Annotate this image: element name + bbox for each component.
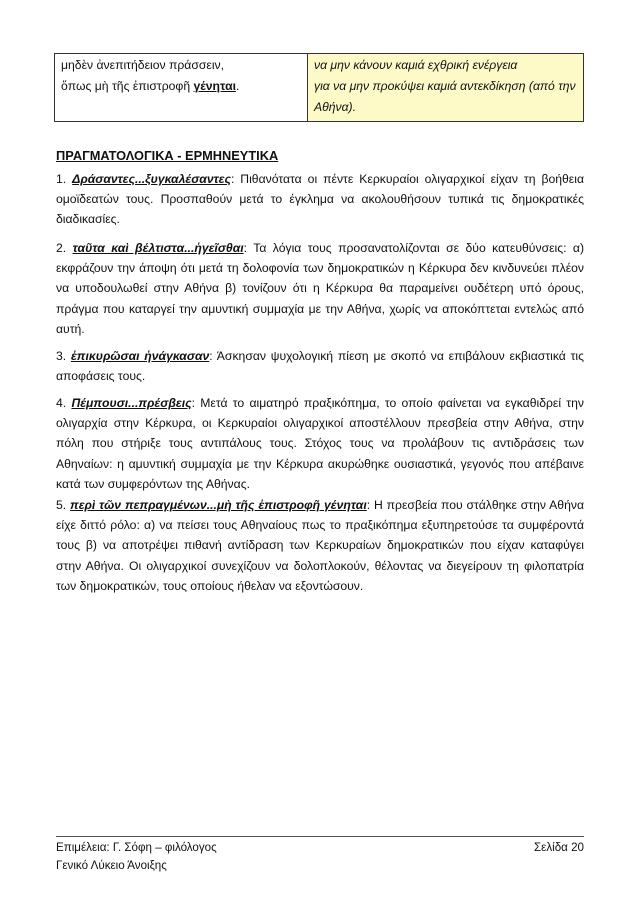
ancient-line-1: μηδὲν ἀνεπιτήδειον πράσσειν, <box>61 58 225 72</box>
note-5 <box>56 495 584 596</box>
note-term: Δράσαντες...ξυγκαλέσαντες <box>72 172 231 186</box>
note-text: : Άσκησαν ψυχολογική πίεση με σκοπό να επιβάλουν εκβιαστικά τις αποφάσεις τους. <box>56 349 585 384</box>
footer-row <box>56 839 584 857</box>
footer-school: Γενικό Λύκειο Άνοιξης <box>56 858 167 872</box>
translation-table <box>54 53 584 122</box>
note-3 <box>56 346 584 386</box>
note-number: 4. <box>56 396 67 410</box>
note-2 <box>56 238 584 339</box>
note-term: περὶ τῶν πεπραγμένων...μὴ τῆς ἐπιστροφῆ γένηται <box>70 498 367 512</box>
ancient-line-2: ὅπως μὴ τῆς ἐπιστροφῆ γένηται. <box>61 79 240 93</box>
note-term: Πέμπουσι...πρέσβεις <box>71 396 192 410</box>
note-4 <box>56 393 584 494</box>
footer-author: Επιμέλεια: Γ. Σόφη – φιλόλογος <box>56 841 217 854</box>
ancient-bold-word: γένηται <box>193 79 236 93</box>
note-number: 5. <box>56 498 67 512</box>
note-1 <box>56 169 584 230</box>
translation-line-2: για να μην προκύψει καμιά αντεκδίκηση (από την Αθήνα). <box>314 79 576 114</box>
note-number: 2. <box>56 241 67 255</box>
translation-line-1: να μην κάνουν καμιά εχθρική ενέργεια <box>314 58 518 72</box>
note-text: : Η πρεσβεία που στάλθηκε στην Αθήνα είχε διττό ρόλο: α) να πείσει τους Αθηναίους πως το πραξικόπημα εξυπηρετούσε τα συμφέροντά τους β) να αποτρέψει πιθανή αντίδραση των Κερκυραίων δημοκρατικών που είχαν καταφύγει στην Αθήνα. Οι ολιγαρχικοί συνεχίζουν να δολοπλοκούν, θέλοντας να διεγείρουν τη φιλοπατρία των δημοκρατικών, τους οποίους ήθελαν να εξοντώσουν. <box>56 498 584 593</box>
modern-translation-cell <box>308 54 584 122</box>
page-footer <box>56 839 584 874</box>
note-number: 3. <box>56 349 67 363</box>
note-text: : Τα λόγια τους προσανατολίζονται σε δύο κατευθύνσεις: α) εκφράζουν την άποψη ότι μετά τη δολοφονία των δημοκρατικών η Κέρκυρα δεν κινδυνεύει πλέον να υποδουλωθεί στην Αθήνα β) τονίζουν ότι η Κέρκυρα θα παραμείνει ουδέτερη υπό όρους, πράγμα που καταργεί την αμυντική συμμαχία με την Αθήνα, χωρίς να αποκόπτεται εντελώς από αυτή. <box>56 241 585 336</box>
note-text: : Μετά το αιματηρό πραξικόπημα, το οποίο φαίνεται να εγκαθιδρεί την ολιγαρχία στην Κέρκυρα, οι Κερκυραίοι ολιγαρχικοί αποστέλλουν πρεσβεία στην Αθήνα, στην πόλη που στήριξε τους αντιπάλους τους. Στόχος τους να προλάβουν τις αντιδράσεις των Αθηναίων: η αμυντική συμμαχία με την Κέρκυρα ακυρώθηκε ουσιαστικά, γεγονός που απέβαινε κατά των συμφερόντων της Αθήνας. <box>56 396 584 491</box>
footer-divider <box>56 836 584 837</box>
footer-page-number: Σελίδα 20 <box>534 841 584 854</box>
note-number: 1. <box>56 172 67 186</box>
table-row <box>55 54 584 122</box>
note-term: ταῦτα καὶ βέλτιστα...ἡγεῖσθαι <box>72 241 244 255</box>
note-text: : Πιθανότατα οι πέντε Κερκυραίοι ολιγαρχικοί είχαν τη βοήθεια ομοϊδεατών τους. Προσπαθούν μετά το έγκλημα να ακολουθήσουν τυπικά τις δημοκρατικές διαδικασίες. <box>56 172 584 227</box>
section-heading: ΠΡΑΓΜΑΤΟΛΟΓΙΚΑ - ΕΡΜΗΝΕΥΤΙΚΑ <box>56 148 279 163</box>
note-term: ἐπικυρῶσαι ἠνάγκασαν <box>70 349 210 363</box>
ancient-text-cell <box>55 54 308 122</box>
